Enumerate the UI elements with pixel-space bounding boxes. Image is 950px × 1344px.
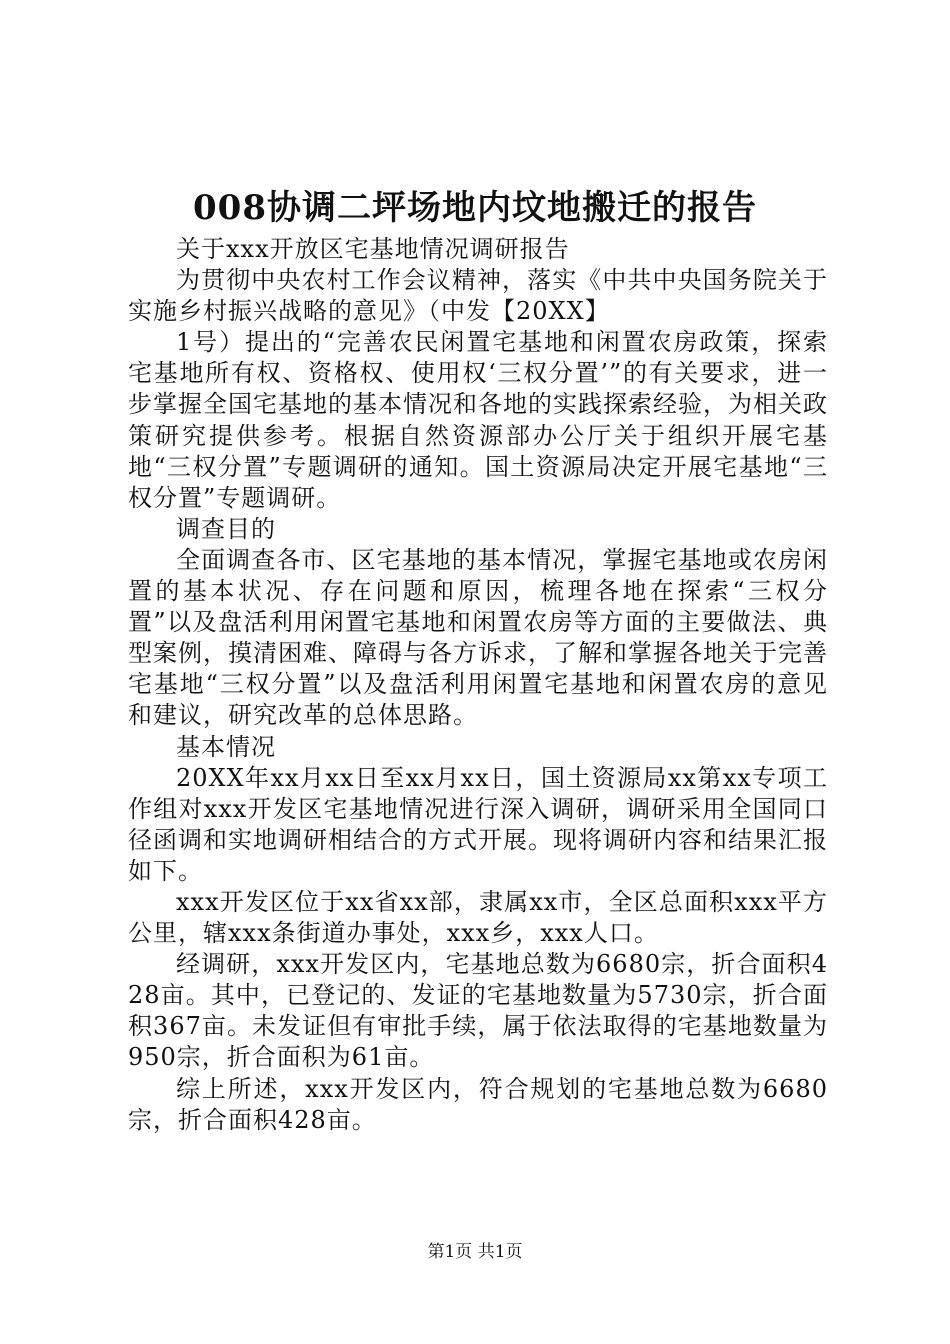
intro-paragraph: 为贯彻中央农村工作会议精神，落实《中共中央国务院关于实施乡村振兴战略的意见》（中发【20XX】	[128, 266, 828, 326]
page-footer: 第1页 共1页	[427, 1242, 523, 1262]
report-subtitle: 关于xxx开放区宅基地情况调研报告	[176, 235, 570, 263]
document-title: 008协调二坪场地内坟地搬迁的报告	[193, 188, 757, 228]
summary-paragraph: 综上所述，xxx开发区内，符合规划的宅基地总数为6680宗，折合面积428亩。	[128, 1074, 828, 1134]
survey-paragraph: 20XX年xx月xx日至xx月xx日，国土资源局xx第xx专项工作组对xxx开发区宅基地情况进行深入调研，调研采用全国同口径函调和实地调研相结合的方式开展。现将调研内容和结果汇报如下。	[128, 763, 828, 885]
document-body	[128, 234, 828, 1136]
section-heading-purpose: 调查目的	[176, 514, 276, 543]
statistics-paragraph: 经调研，xxx开发区内，宅基地总数为6680宗，折合面积428亩。其中，已登记的、发证的宅基地数量为5730宗，折合面积367亩。未发证但有审批手续，属于依法取得的宅基地数量为950宗，折合面积为61亩。	[128, 950, 828, 1072]
district-paragraph: xxx开发区位于xx省xx部，隶属xx市，全区总面积xxx平方公里，辖xxx条街道办事处，xxx乡，xxx人口。	[128, 887, 828, 948]
section-heading-basic-info: 基本情况	[176, 732, 276, 761]
policy-paragraph: 1号）提出的“完善农民闲置宅基地和闲置农房政策，探索宅基地所有权、资格权、使用权‘三权分置’”的有关要求，进一步掌握全国宅基地的基本情况和各地的实践探索经验，为相关政策研究提供参考。根据自然资源部办公厅关于组织开展宅基地“三权分置”专题调研的通知。国土资源局决定开展宅基地“三权分置”专题调研。	[128, 328, 828, 512]
purpose-paragraph: 全面调查各市、区宅基地的基本情况，掌握宅基地或农房闲置的基本状况、存在问题和原因，梳理各地在探索“三权分置”以及盘活利用闲置宅基地和闲置农房等方面的主要做法、典型案例，摸清困难、障碍与各方诉求，了解和掌握各地关于完善宅基地“三权分置”以及盘活利用闲置宅基地和闲置农房的意见和建议，研究改革的总体思路。	[128, 545, 828, 730]
